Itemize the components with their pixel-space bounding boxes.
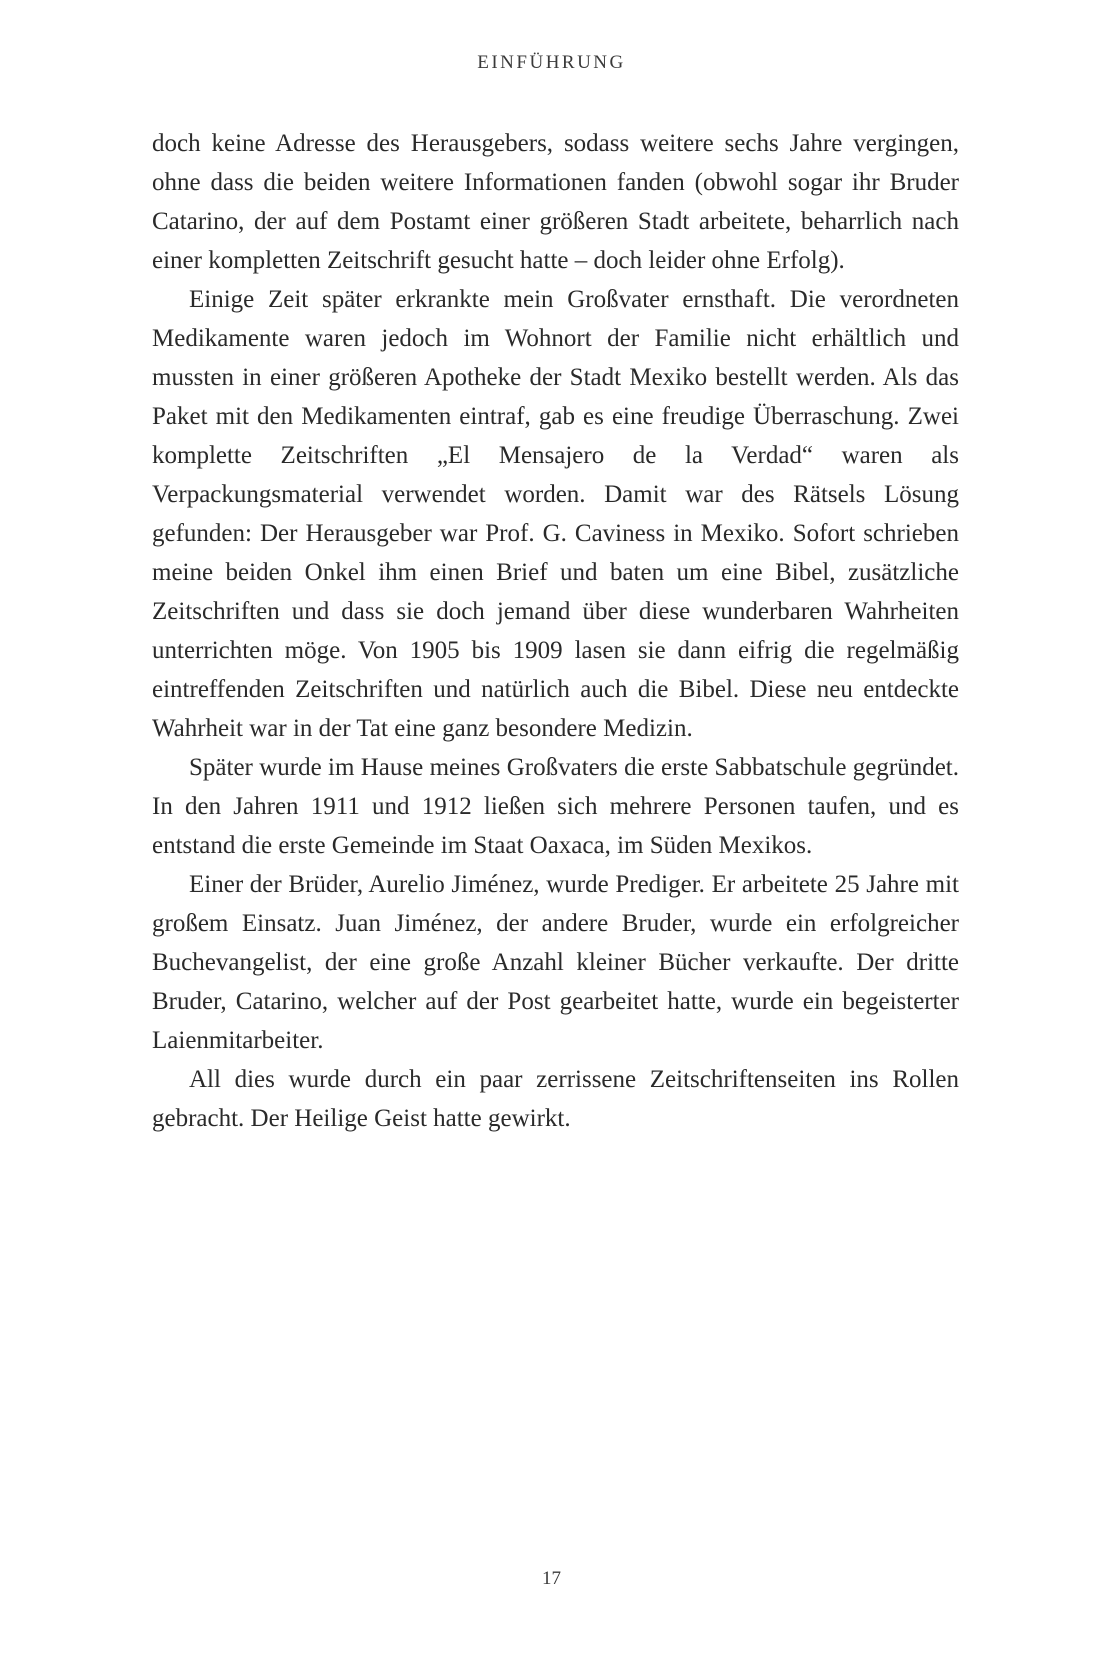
paragraph: All dies wurde durch ein paar zerrissene Zeitschriftenseiten ins Rollen gebracht. Der Heilige Geist hatte gewirkt.: [152, 1066, 959, 1132]
paragraph-continued: doch keine Adresse des Herausgebers, sodass weitere sechs Jahre vergingen, ohne dass die beiden weitere Informationen fanden (obwohl sogar ihr Bruder Catarino, der auf dem Postamt einer größeren Stadt arbeitete, beharrlich nach einer kompletten Zeitschrift gesucht hatte – doch leider ohne Erfolg).: [152, 130, 959, 274]
body-text: [152, 124, 959, 1138]
paragraph: Einige Zeit später erkrankte mein Großvater ernsthaft. Die verordneten Medikamente waren jedoch im Wohnort der Familie nicht erhältlich und mussten in einer größeren Apotheke der Stadt Mexiko bestellt werden. Als das Paket mit den Medikamenten eintraf, gab es eine freudige Überraschung. Zwei komplette Zeitschriften „El Mensajero de la Verdad“ waren als Verpackungsmaterial verwendet worden. Damit war des Rätsels Lösung gefunden: Der Herausgeber war Prof. G. Caviness in Mexiko. Sofort schrieben meine beiden Onkel ihm einen Brief und baten um eine Bibel, zusätzliche Zeitschriften und dass sie doch jemand über diese wunderbaren Wahrheiten unterrichten möge. Von 1905 bis 1909 lasen sie dann eifrig die regelmäßig eintreffenden Zeitschriften und natürlich auch die Bibel. Diese neu entdeckte Wahrheit war in der Tat eine ganz besondere Medizin.: [152, 286, 959, 742]
paragraph: Später wurde im Hause meines Großvaters die erste Sabbatschule gegründet. In den Jahren 1911 und 1912 ließen sich mehrere Personen taufen, und es entstand die erste Gemeinde im Staat Oaxaca, im Süden Mexikos.: [152, 754, 959, 859]
page-number: 17: [542, 1568, 561, 1589]
running-head: EINFÜHRUNG: [477, 52, 626, 73]
paragraph: Einer der Brüder, Aurelio Jiménez, wurde Prediger. Er arbeitete 25 Jahre mit großem Einsatz. Juan Jiménez, der andere Bruder, wurde ein erfolgreicher Buchevangelist, der eine große Anzahl kleiner Bücher verkaufte. Der dritte Bruder, Catarino, welcher auf der Post gearbeitet hatte, wurde ein begeisterter Laienmitarbeiter.: [152, 871, 959, 1054]
